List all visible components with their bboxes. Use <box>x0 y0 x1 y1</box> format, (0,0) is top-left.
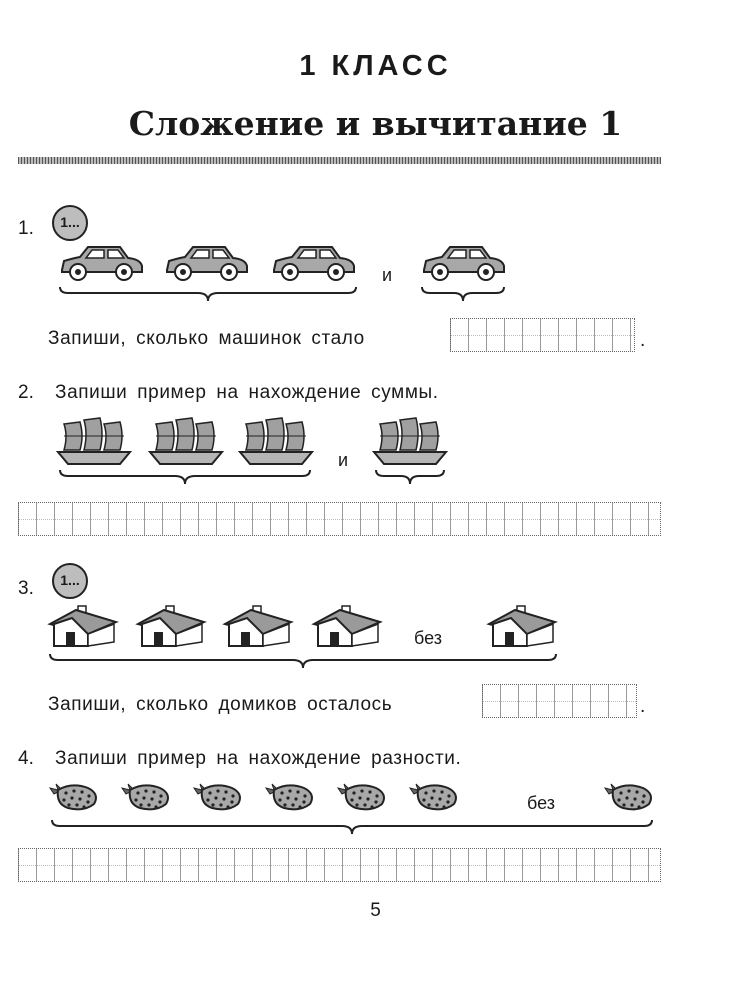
left-group-brace <box>58 468 312 490</box>
task-1-number: 1. <box>18 218 34 239</box>
task-3-number: 3. <box>18 578 34 599</box>
task-1-period: . <box>640 330 646 351</box>
total-group-brace <box>48 652 558 674</box>
strawberry-icon <box>410 780 460 819</box>
house-icon <box>48 604 118 653</box>
house-icon <box>223 604 293 653</box>
page-title: Сложение и вычитание 1 <box>128 104 623 143</box>
car-icon <box>163 242 249 287</box>
house-icon <box>136 604 206 653</box>
strawberry-icon <box>194 780 244 819</box>
strawberry-icon <box>605 780 655 819</box>
task-4-connector: без <box>527 793 555 813</box>
task-2-number: 2. <box>18 382 34 403</box>
task-2-connector: и <box>338 450 349 470</box>
ship-icon <box>148 416 224 471</box>
car-icon <box>420 242 506 287</box>
task-3-prompt: Запиши, сколько домиков осталось <box>48 694 393 715</box>
right-group-brace <box>420 285 506 307</box>
ship-icon <box>56 416 132 471</box>
task-4-number: 4. <box>18 748 34 769</box>
strawberry-icon <box>266 780 316 819</box>
task-3-period: . <box>640 696 646 717</box>
title-divider <box>18 157 661 164</box>
strawberry-icon <box>50 780 100 819</box>
grade-heading: 1 КЛАСС <box>299 50 452 82</box>
house-icon <box>487 604 557 653</box>
task-1-connector: и <box>382 265 393 285</box>
car-icon <box>58 242 144 287</box>
answer-cells[interactable] <box>450 318 635 352</box>
task-2-prompt: Запиши пример на нахождение суммы. <box>55 382 439 403</box>
house-icon <box>312 604 382 653</box>
answer-cells[interactable] <box>482 684 637 718</box>
left-group-brace <box>58 285 358 307</box>
answer-cells[interactable] <box>18 848 661 882</box>
total-group-brace <box>50 818 654 840</box>
ship-icon <box>372 416 448 471</box>
right-group-brace <box>374 468 446 490</box>
task-1-level-badge: 1... <box>52 205 88 241</box>
task-4-prompt: Запиши пример на нахождение разности. <box>55 748 462 769</box>
strawberry-icon <box>122 780 172 819</box>
ship-icon <box>238 416 314 471</box>
strawberry-icon <box>338 780 388 819</box>
page-number: 5 <box>370 900 381 921</box>
task-1-prompt: Запиши, сколько машинок стало <box>48 328 365 349</box>
task-3-level-badge: 1... <box>52 563 88 599</box>
task-3-connector: без <box>414 628 442 648</box>
car-icon <box>270 242 356 287</box>
answer-cells[interactable] <box>18 502 661 536</box>
